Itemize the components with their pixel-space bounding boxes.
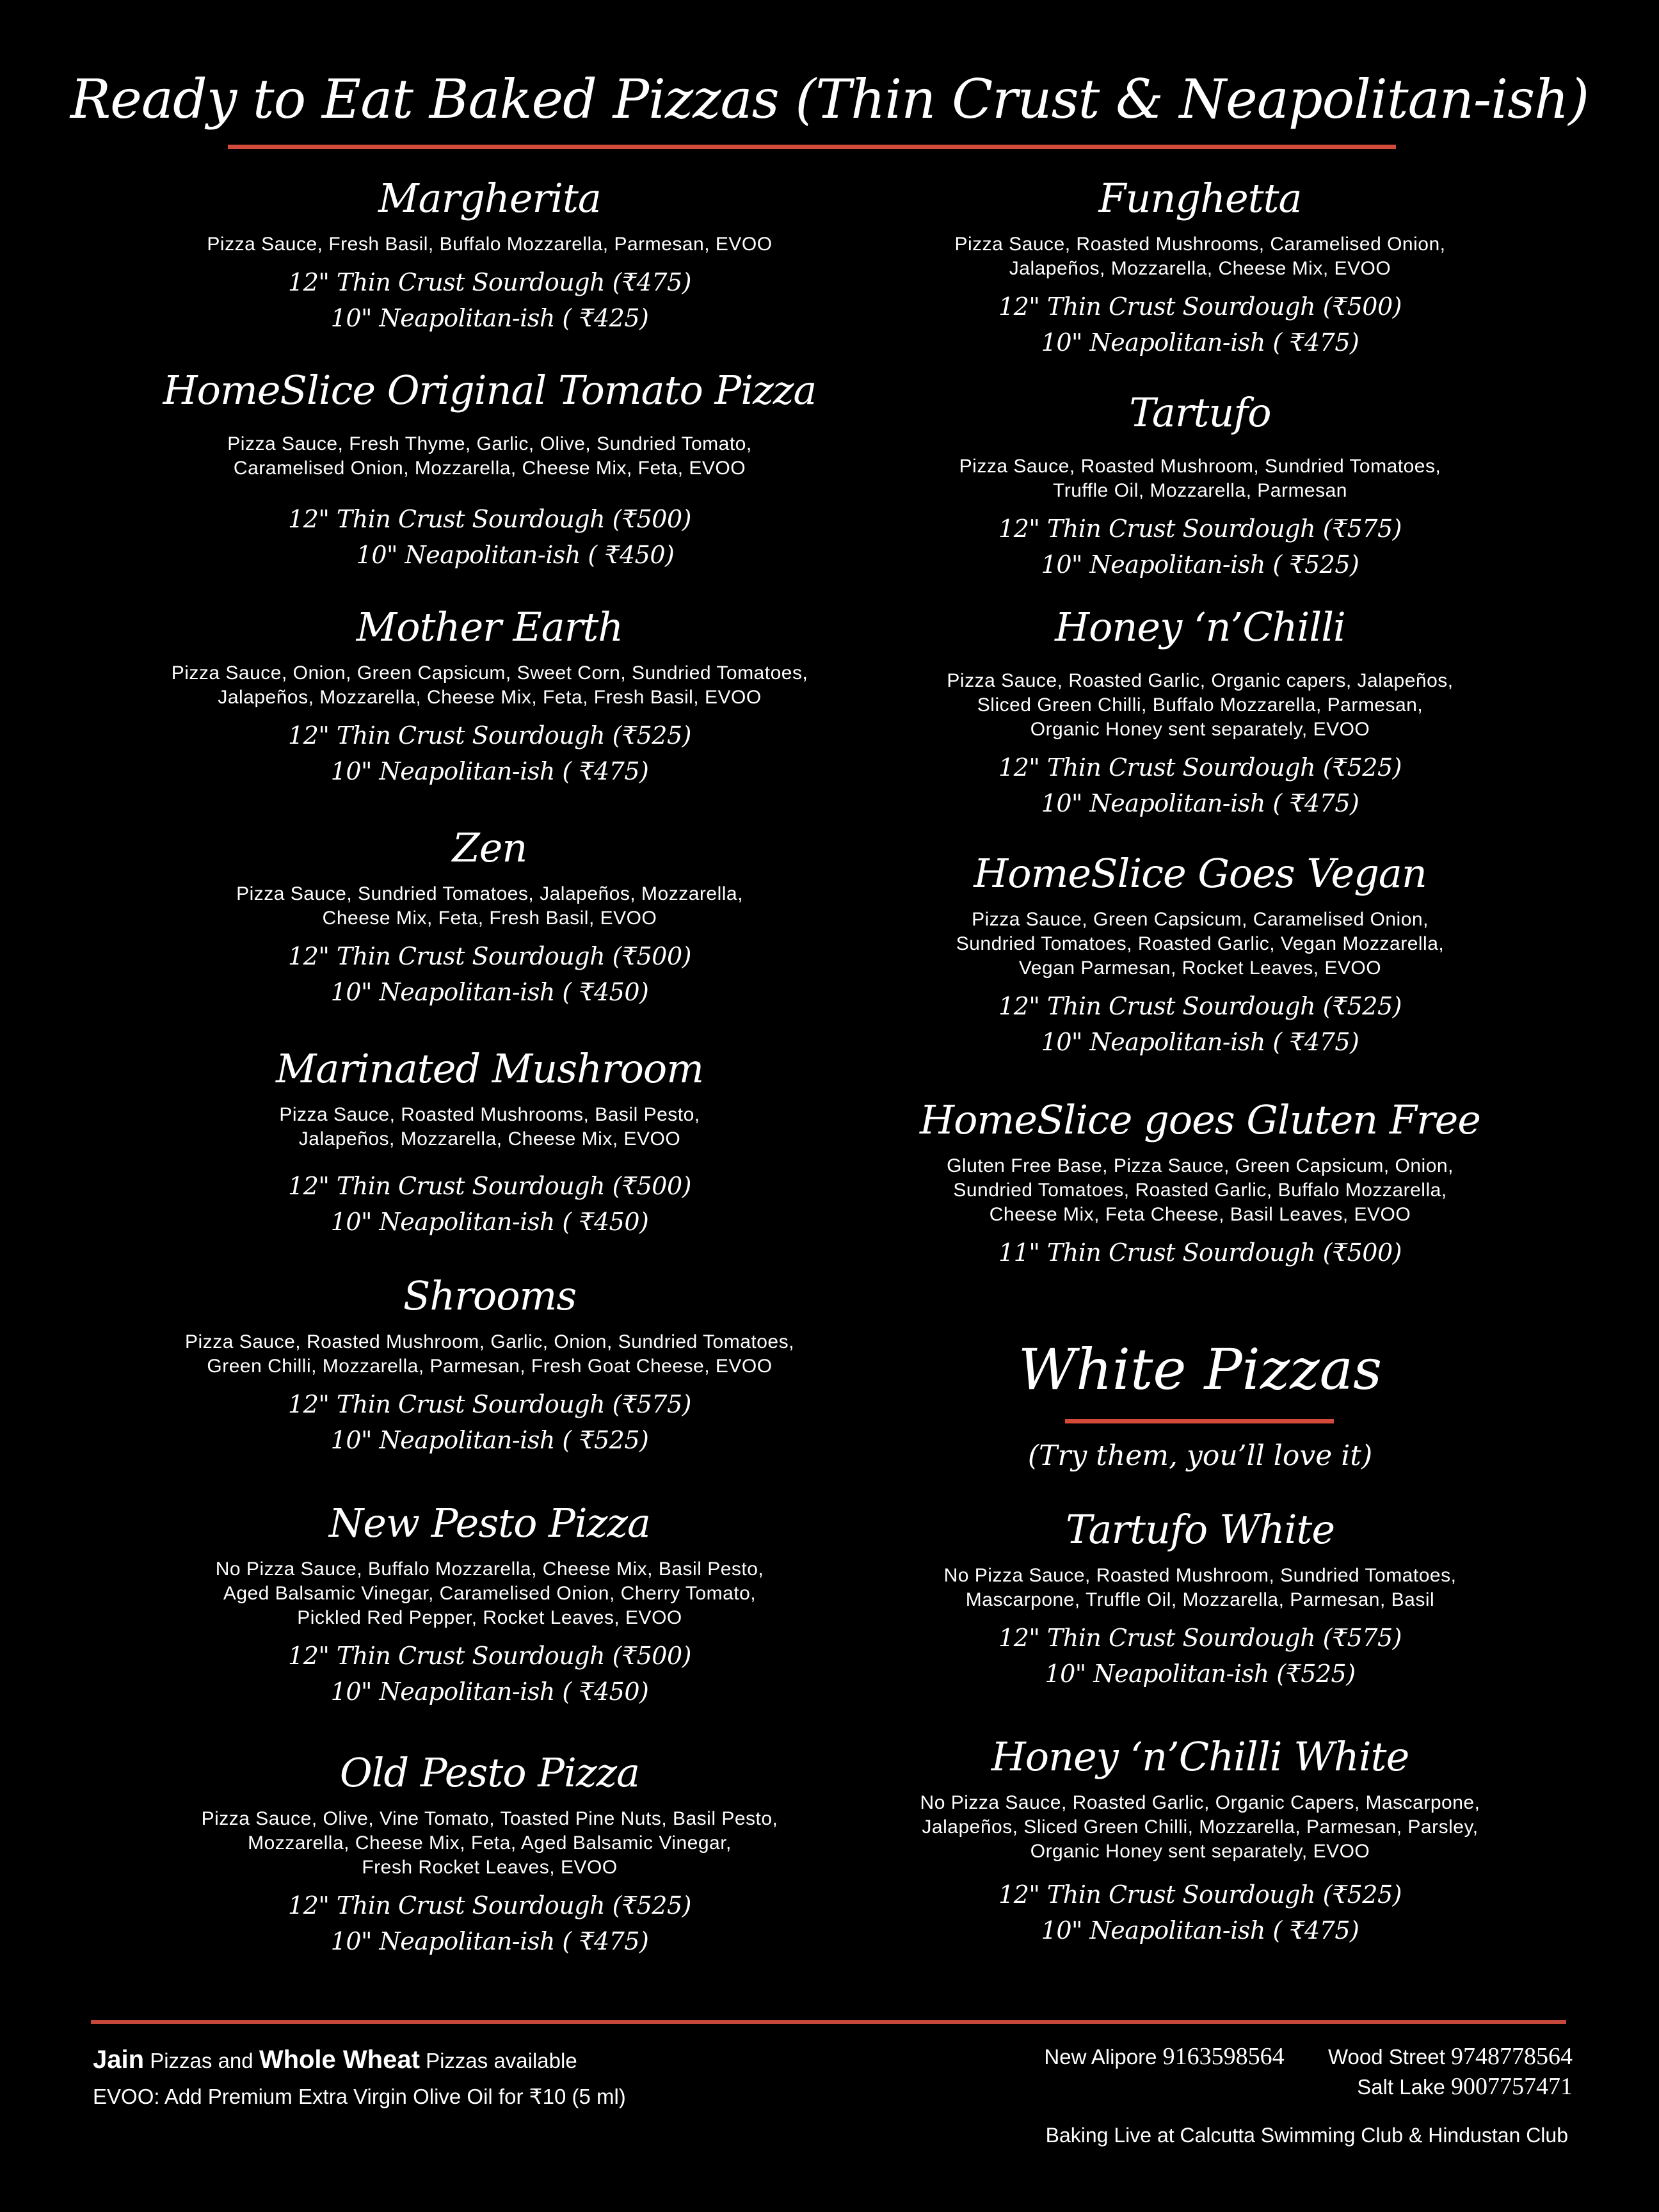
price-12-inch: 12" Thin Crust Sourdough (₹525)	[998, 992, 1402, 1020]
menu-item	[128, 819, 851, 1010]
description-line: No Pizza Sauce, Roasted Mushroom, Sundried Tomatoes,	[943, 1565, 1457, 1586]
price-10-inch: 10" Neapolitan-ish ( ₹425)	[330, 304, 649, 332]
menu-item	[128, 1040, 851, 1240]
price-12-inch: 12" Thin Crust Sourdough (₹500)	[288, 1642, 691, 1670]
description-line: Sundried Tomatoes, Roasted Garlic, Buffalo Mozzarella,	[953, 1180, 1447, 1201]
price-10-inch: 10" Neapolitan-ish ( ₹475)	[1041, 328, 1359, 357]
section-subtitle: (Try them, you’ll love it)	[1027, 1439, 1373, 1472]
item-prices	[128, 938, 851, 1010]
price-12-inch: 12" Thin Crust Sourdough (₹575)	[998, 515, 1402, 543]
white-pizzas-subtitle-wrap	[899, 1437, 1501, 1475]
item-name: New Pesto Pizza	[329, 1500, 650, 1546]
item-prices	[128, 1386, 851, 1458]
location-name: Salt Lake	[1357, 2075, 1445, 2099]
price-12-inch: 12" Thin Crust Sourdough (₹525)	[288, 721, 691, 749]
description-line: Jalapeños, Mozzarella, Cheese Mix, EVOO	[1009, 258, 1391, 279]
description-line: Truffle Oil, Mozzarella, Parmesan	[1053, 480, 1347, 501]
location-phone[interactable]: 9007757471	[1451, 2073, 1573, 2100]
item-description	[128, 661, 851, 710]
description-line: Gluten Free Base, Pizza Sauce, Green Capsicum, Onion,	[947, 1155, 1454, 1176]
item-name: Funghetta	[1098, 175, 1302, 221]
item-prices	[128, 264, 851, 336]
item-name: HomeSlice goes Gluten Free	[920, 1096, 1480, 1143]
item-name: Margherita	[378, 175, 601, 221]
description-line: Pizza Sauce, Roasted Mushrooms, Basil Pesto,	[279, 1104, 700, 1125]
menu-item	[899, 598, 1501, 821]
description-line: Fresh Rocket Leaves, EVOO	[362, 1857, 618, 1878]
location-name: New Alipore	[1044, 2045, 1157, 2069]
page-title: Ready to Eat Baked Pizzas (Thin Crust & Neapolitan-ish)	[70, 68, 1589, 131]
white-pizzas-section	[899, 1334, 1501, 1405]
menu-item	[128, 170, 851, 336]
description-line: Mozzarella, Cheese Mix, Feta, Aged Balsamic Vinegar,	[248, 1832, 732, 1854]
menu-item	[899, 1091, 1501, 1270]
price-10-inch: 10" Neapolitan-ish (₹525)	[1045, 1660, 1356, 1688]
price-10-inch: 10" Neapolitan-ish ( ₹475)	[1041, 1028, 1359, 1056]
price-10-inch: 10" Neapolitan-ish ( ₹475)	[1041, 789, 1359, 817]
item-name: HomeSlice Original Tomato Pizza	[163, 367, 817, 413]
price-12-inch: 12" Thin Crust Sourdough (₹500)	[288, 505, 691, 533]
item-name: Tartufo White	[1065, 1506, 1335, 1553]
description-line: Pizza Sauce, Roasted Mushroom, Sundried Tomatoes,	[959, 456, 1441, 477]
item-name: Honey ‘n’Chilli White	[991, 1733, 1409, 1780]
description-line: Mascarpone, Truffle Oil, Mozzarella, Parmesan, Basil	[965, 1589, 1435, 1610]
location-name: Wood Street	[1328, 2045, 1445, 2069]
description-line: Pickled Red Pepper, Rocket Leaves, EVOO	[297, 1607, 682, 1628]
price-12-inch: 12" Thin Crust Sourdough (₹500)	[998, 293, 1402, 321]
evoo-note: EVOO: Add Premium Extra Virgin Olive Oil for ₹10 (5 ml)	[93, 2085, 626, 2108]
item-prices	[128, 717, 851, 789]
item-prices	[899, 1877, 1501, 1948]
price-12-inch: 12" Thin Crust Sourdough (₹575)	[288, 1390, 691, 1418]
location-phone[interactable]: 9748778564	[1451, 2043, 1573, 2070]
description-line: Sundried Tomatoes, Roasted Garlic, Vegan Mozzarella,	[956, 933, 1445, 954]
item-description	[128, 1330, 851, 1379]
item-name: Old Pesto Pizza	[339, 1749, 640, 1796]
description-line: Pizza Sauce, Fresh Basil, Buffalo Mozzarella, Parmesan, EVOO	[207, 234, 773, 255]
description-line: Pizza Sauce, Sundried Tomatoes, Jalapeños, Mozzarella,	[236, 883, 743, 904]
description-line: Pizza Sauce, Fresh Thyme, Garlic, Olive, Sundried Tomato,	[227, 433, 752, 454]
section-title: White Pizzas	[1018, 1336, 1382, 1402]
item-description	[899, 232, 1501, 281]
item-prices	[899, 749, 1501, 821]
item-prices	[899, 289, 1501, 360]
locations-row	[1044, 2042, 1573, 2072]
item-name: Marinated Mushroom	[275, 1045, 704, 1092]
menu-item	[128, 362, 851, 573]
menu-item	[899, 1501, 1501, 1692]
price-12-inch: 12" Thin Crust Sourdough (₹575)	[998, 1624, 1402, 1652]
menu-item	[899, 384, 1501, 582]
price-10-inch: 10" Neapolitan-ish ( ₹525)	[1041, 550, 1359, 579]
description-line: Pizza Sauce, Roasted Mushroom, Garlic, Onion, Sundried Tomatoes,	[185, 1331, 794, 1352]
whole-wheat-label: Whole Wheat	[259, 2046, 420, 2074]
jain-label: Jain	[93, 2046, 145, 2074]
description-line: Pizza Sauce, Roasted Mushrooms, Caramelised Onion,	[954, 234, 1446, 255]
item-name: Shrooms	[403, 1272, 577, 1319]
description-line: Vegan Parmesan, Rocket Leaves, EVOO	[1018, 958, 1382, 979]
item-description	[899, 908, 1501, 981]
item-description	[128, 432, 851, 481]
item-description	[899, 1791, 1501, 1864]
item-description	[899, 454, 1501, 503]
item-name: Mother Earth	[356, 604, 623, 650]
footer-notes	[93, 2042, 626, 2115]
price-12-inch: 12" Thin Crust Sourdough (₹525)	[288, 1891, 691, 1919]
menu-item	[899, 1728, 1501, 1948]
locations-row	[1044, 2072, 1573, 2102]
description-line: Pizza Sauce, Roasted Garlic, Organic capers, Jalapeños,	[947, 670, 1454, 691]
menu-item	[899, 845, 1501, 1060]
item-description	[128, 1807, 851, 1880]
footer-divider	[91, 2020, 1566, 2024]
footer-locations	[1044, 2042, 1573, 2102]
menu-item	[128, 1495, 851, 1710]
item-name: Tartufo	[1129, 389, 1271, 436]
item-description	[899, 669, 1501, 742]
item-name: Honey ‘n’Chilli	[1055, 604, 1345, 650]
description-line: Sliced Green Chilli, Buffalo Mozzarella, Parmesan,	[977, 694, 1423, 716]
description-line: No Pizza Sauce, Buffalo Mozzarella, Cheese Mix, Basil Pesto,	[215, 1559, 764, 1580]
price-12-inch: 12" Thin Crust Sourdough (₹500)	[288, 1172, 691, 1200]
description-line: Pizza Sauce, Green Capsicum, Caramelised Onion,	[972, 909, 1429, 930]
menu-item	[128, 598, 851, 789]
price-12-inch: 12" Thin Crust Sourdough (₹525)	[998, 753, 1402, 781]
description-line: Pizza Sauce, Olive, Vine Tomato, Toasted Pine Nuts, Basil Pesto,	[201, 1808, 778, 1829]
description-line: Organic Honey sent separately, EVOO	[1030, 1841, 1370, 1862]
item-description	[128, 882, 851, 931]
availability-text: Pizzas and	[144, 2049, 259, 2072]
description-line: Green Chilli, Mozzarella, Parmesan, Fresh Goat Cheese, EVOO	[207, 1356, 773, 1377]
availability-text: Pizzas available	[419, 2049, 577, 2072]
price-10-inch: 10" Neapolitan-ish ( ₹450)	[356, 541, 675, 569]
price-10-inch: 10" Neapolitan-ish ( ₹475)	[330, 757, 649, 785]
description-line: No Pizza Sauce, Roasted Garlic, Organic Capers, Mascarpone,	[920, 1792, 1480, 1813]
title-divider	[228, 145, 1396, 149]
price-12-inch: 12" Thin Crust Sourdough (₹525)	[998, 1880, 1402, 1909]
price-12-inch: 12" Thin Crust Sourdough (₹500)	[288, 942, 691, 970]
location-phone[interactable]: 9163598564	[1162, 2043, 1285, 2070]
item-prices	[899, 511, 1501, 582]
price-10-inch: 10" Neapolitan-ish ( ₹525)	[330, 1426, 649, 1454]
item-description	[899, 1154, 1501, 1227]
description-line: Cheese Mix, Feta Cheese, Basil Leaves, EVOO	[989, 1204, 1411, 1225]
baking-live-note: Baking Live at Calcutta Swimming Club & Hindustan Club	[1045, 2124, 1568, 2147]
item-prices	[128, 501, 851, 573]
item-prices	[128, 1638, 851, 1710]
item-description	[128, 1557, 851, 1630]
description-line: Jalapeños, Mozzarella, Cheese Mix, Feta, Fresh Basil, EVOO	[218, 687, 762, 708]
price-10-inch: 10" Neapolitan-ish ( ₹450)	[330, 978, 649, 1006]
price-10-inch: 10" Neapolitan-ish ( ₹450)	[330, 1208, 649, 1236]
item-description	[128, 1103, 851, 1151]
white-pizzas-divider	[1065, 1419, 1334, 1423]
description-line: Cheese Mix, Feta, Fresh Basil, EVOO	[322, 908, 657, 929]
item-prices	[128, 1887, 851, 1959]
item-name: Zen	[452, 824, 527, 871]
description-line: Caramelised Onion, Mozzarella, Cheese Mix, Feta, EVOO	[233, 458, 746, 479]
price-10-inch: 10" Neapolitan-ish ( ₹475)	[1041, 1916, 1359, 1944]
item-prices	[128, 1168, 851, 1240]
description-line: Jalapeños, Sliced Green Chilli, Mozzarella, Parmesan, Parsley,	[922, 1816, 1479, 1838]
description-line: Pizza Sauce, Onion, Green Capsicum, Sweet Corn, Sundried Tomatoes,	[171, 662, 808, 684]
price-11-inch: 11" Thin Crust Sourdough (₹500)	[998, 1238, 1402, 1267]
description-line: Jalapeños, Mozzarella, Cheese Mix, EVOO	[298, 1128, 681, 1150]
item-description	[899, 1564, 1501, 1612]
availability-note	[93, 2042, 626, 2079]
item-description	[128, 232, 851, 257]
price-10-inch: 10" Neapolitan-ish ( ₹475)	[330, 1927, 649, 1955]
item-prices	[899, 1235, 1501, 1270]
description-line: Organic Honey sent separately, EVOO	[1030, 719, 1370, 740]
price-12-inch: 12" Thin Crust Sourdough (₹475)	[288, 268, 691, 296]
item-prices	[899, 1620, 1501, 1692]
description-line: Aged Balsamic Vinegar, Caramelised Onion, Cherry Tomato,	[223, 1583, 757, 1604]
menu-item	[128, 1267, 851, 1458]
item-prices	[899, 988, 1501, 1060]
price-10-inch: 10" Neapolitan-ish ( ₹450)	[330, 1678, 649, 1706]
menu-item	[899, 170, 1501, 360]
item-name: HomeSlice Goes Vegan	[974, 850, 1427, 897]
menu-item	[128, 1744, 851, 1959]
